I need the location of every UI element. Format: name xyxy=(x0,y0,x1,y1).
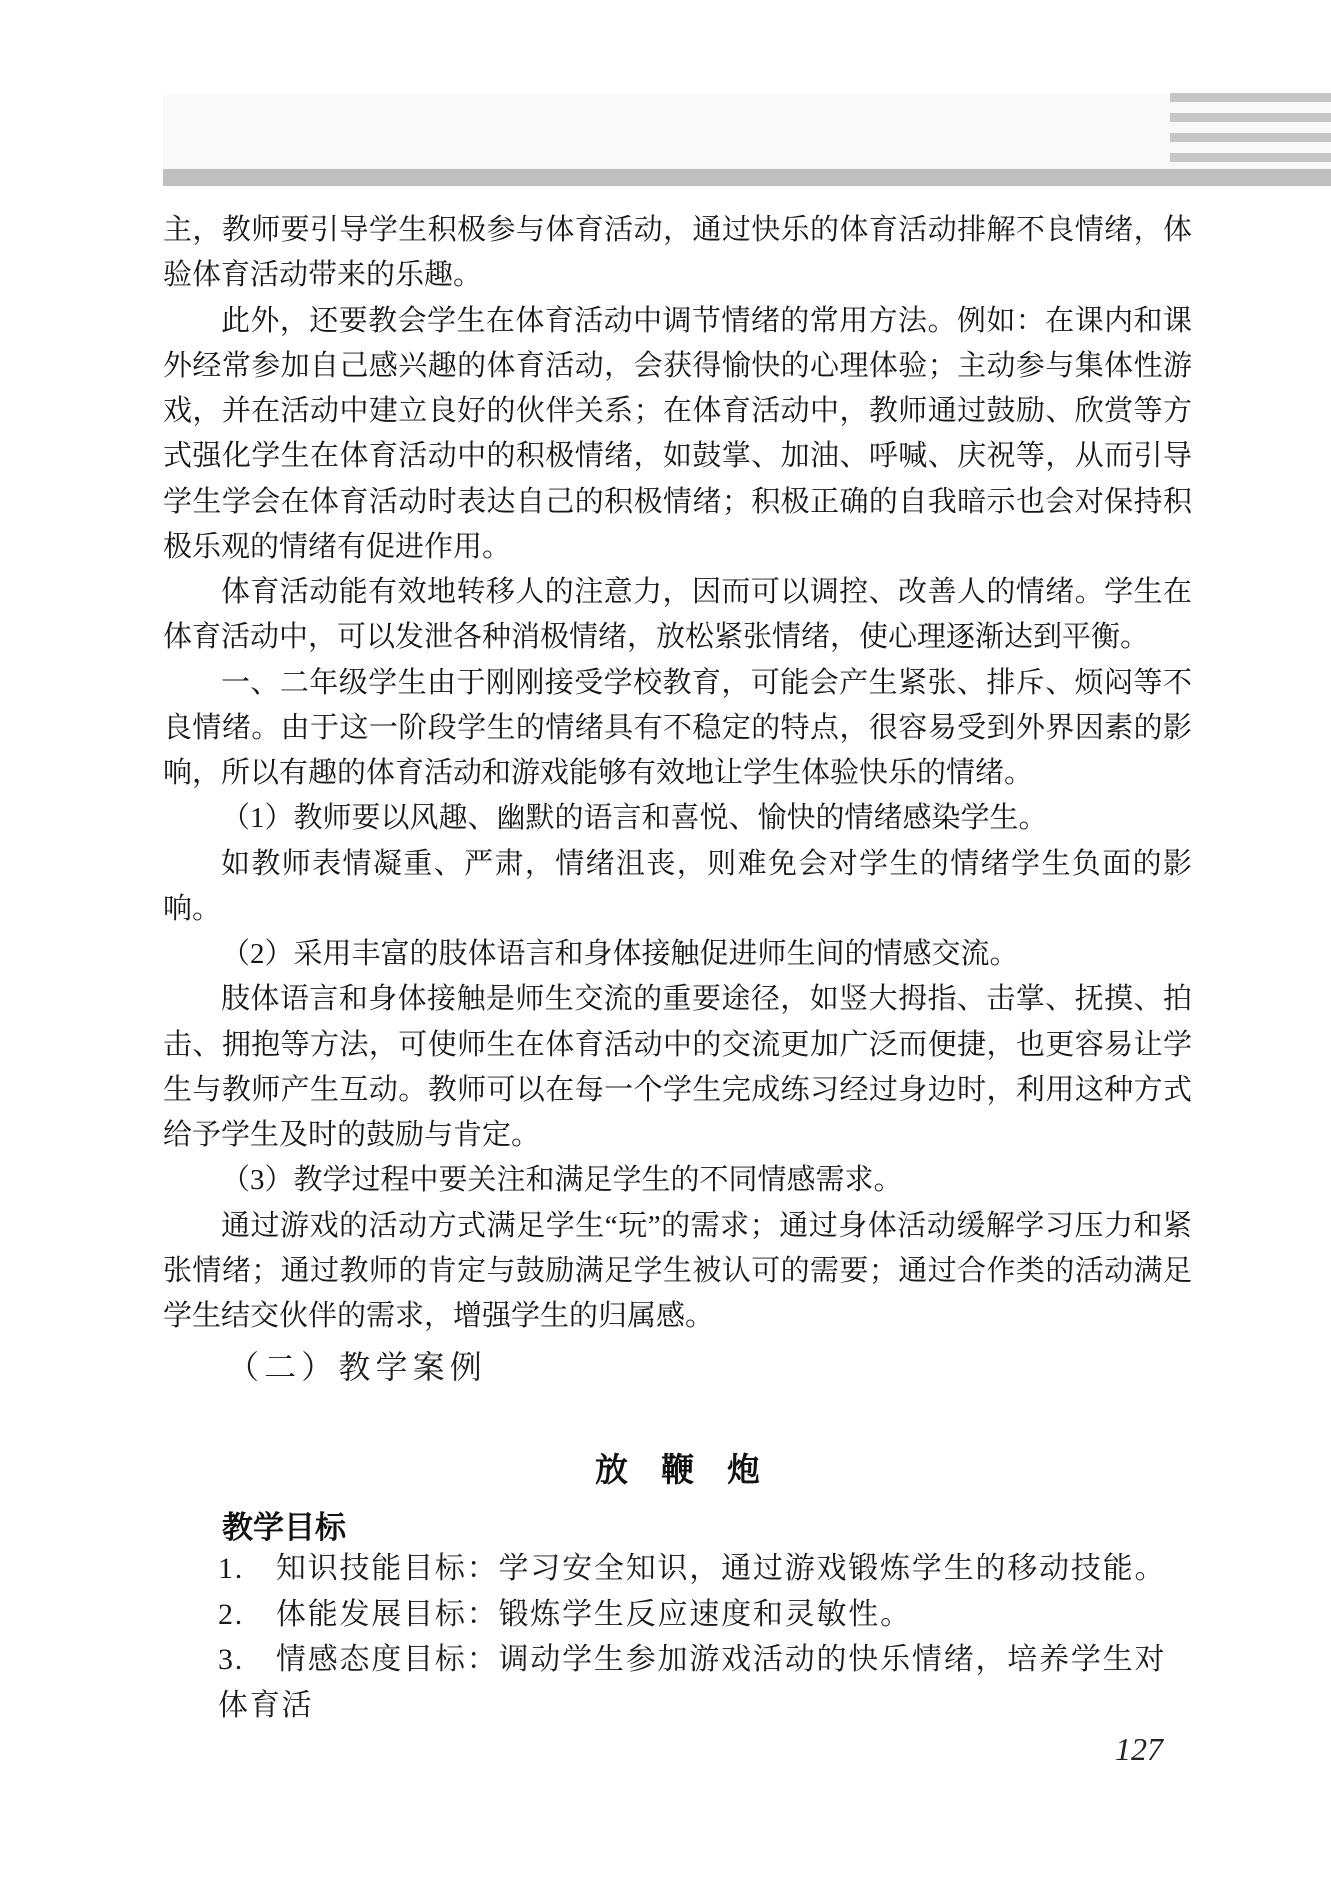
page-number: 127 xyxy=(1115,1731,1163,1767)
body-paragraph: （2）采用丰富的肢体语言和身体接触促进师生间的情感交流。 xyxy=(221,938,1019,970)
body-paragraph: （1）教师要以风趣、幽默的语言和喜悦、愉快的情绪感染学生。 xyxy=(221,802,1048,835)
body-paragraph: 如教师表情凝重、严肃，情绪沮丧，则难免会对学生的情绪学生负面的影响。 xyxy=(163,847,1192,925)
header-stripe xyxy=(1170,93,1331,102)
body-paragraph: 主，教师要引导学生积极参与体育活动，通过快乐的体育活动排解不良情绪，体验体育活动带来的乐趣。 xyxy=(163,214,1192,292)
body-paragraph: 通过游戏的活动方式满足学生“玩”的需求；通过身体活动缓解学习压力和紧张情绪；通过教师的肯定与鼓励满足学生被认可的需要；通过合作类的活动满足学生结交伙伴的需求，增强学生的归属感。 xyxy=(163,1209,1192,1332)
case-title: 放 鞭 炮 xyxy=(595,1453,760,1489)
header-rule-bar xyxy=(163,169,1331,186)
header-band xyxy=(163,95,1331,169)
body-paragraph: （3）教学过程中要关注和满足学生的不同情感需求。 xyxy=(221,1164,903,1197)
body-paragraph: 一、二年级学生由于刚刚接受学校教育，可能会产生紧张、排斥、烦闷等不良情绪。由于这一阶段学生的情绪具有不稳定的特点，很容易受到外界因素的影响，所以有趣的体育活动和游戏能够有效地让学生体验快乐的情绪。 xyxy=(163,666,1192,789)
objectives-list xyxy=(163,1546,1192,1728)
body-text xyxy=(163,208,1192,1339)
objective-item: 1. 知识技能目标：学习安全知识，通过游戏锻炼学生的移动技能。 xyxy=(218,1552,1167,1585)
body-paragraph: 肢体语言和身体接触是师生交流的重要途径，如竖大拇指、击掌、抚摸、拍击、拥抱等方法，可使师生在体育活动中的交流更加广泛而便捷，也更容易让学生与教师产生互动。教师可以在每一个学生完成练习经过身边时，利用这种方式给予学生及时的鼓励与肯定。 xyxy=(163,983,1192,1151)
section-heading: （二）教学案例 xyxy=(227,1349,487,1385)
body-paragraph: 体育活动能有效地转移人的注意力，因而可以调控、改善人的情绪。学生在体育活动中，可以发泄各种消极情绪，放松紧张情绪，使心理逐渐达到平衡。 xyxy=(163,576,1192,654)
objective-item: 2. 体能发展目标：锻炼学生反应速度和灵敏性。 xyxy=(218,1597,912,1631)
objectives-heading: 教学目标 xyxy=(222,1510,346,1545)
objective-item: 3. 情感态度目标：调动学生参加游戏活动的快乐情绪，培养学生对体育活 xyxy=(218,1643,1167,1722)
header-stripe xyxy=(1170,153,1331,162)
header-stripe xyxy=(1170,113,1331,122)
body-paragraph: 此外，还要教会学生在体育活动中调节情绪的常用方法。例如：在课内和课外经常参加自己感兴趣的体育活动，会获得愉快的心理体验；主动参与集体性游戏，并在活动中建立良好的伙伴关系；在体育活动中，教师通过鼓励、欣赏等方式强化学生在体育活动中的积极情绪，如鼓掌、加油、呼喊、庆祝等，从而引导学生学会在体育活动时表达自己的积极情绪；积极正确的自我暗示也会对保持积极乐观的情绪有促进作用。 xyxy=(163,304,1192,563)
header-stripe xyxy=(1170,133,1331,142)
